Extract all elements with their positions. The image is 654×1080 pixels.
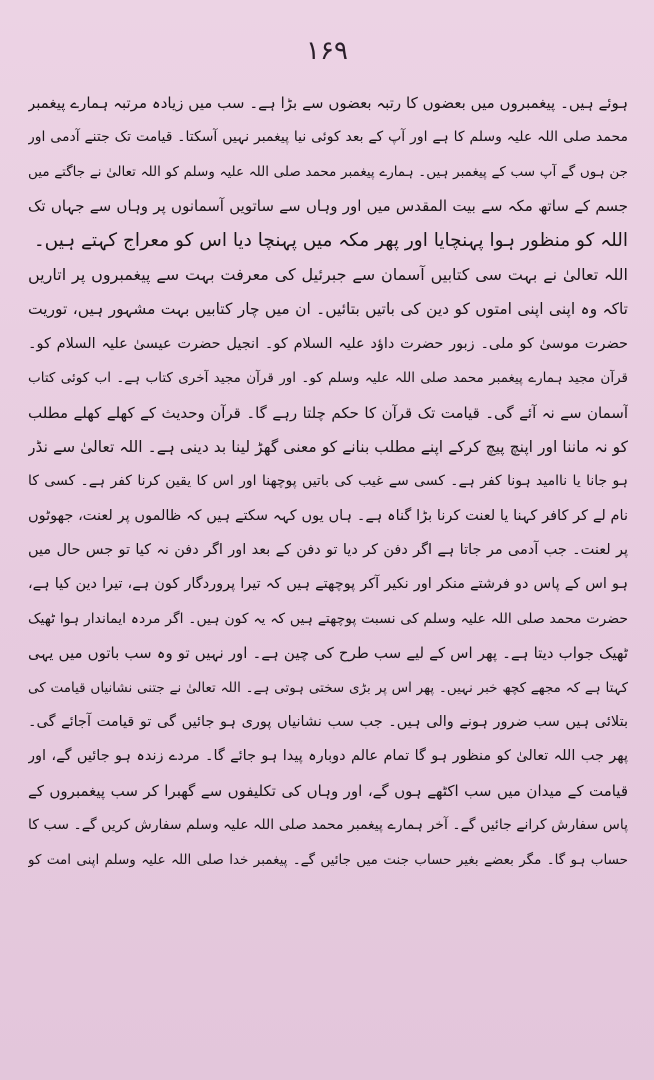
text-line: اللہ تعالیٰ نے بہت سی کتابیں آسمان سے جبرئیل کی معرفت بہت سے پیغمبروں پر اتاریں	[28, 264, 628, 284]
text-line: تاکہ وہ اپنی اپنی امتوں کو دین کی باتیں بتائیں۔ ان میں چار کتابیں بہت مشہور ہیں، توریت	[28, 300, 628, 319]
text-line: جن ہوں گے آپ سب کے پیغمبر ہیں۔ ہمارے پیغمبر محمد صلی اللہ علیہ وسلم کو اللہ تعالیٰ نے جاگتے میں	[28, 163, 628, 180]
text-line: بتلائی ہیں سب ضرور ہونے والی ہیں۔ جب سب نشانیاں پوری ہو جائیں گی تو قیامت آجائے گی۔	[28, 714, 628, 731]
text-line: حضرت موسیٰ کو ملی۔ زبور حضرت داؤد علیہ السلام کو۔ انجیل حضرت عیسیٰ علیہ السلام کو۔	[28, 335, 628, 352]
text-line: کو نہ ماننا اور اپنچ پیچ کرکے اپنے مطلب بنانے کو معنی گھڑ لینا بد دینی ہے۔ اللہ تعالیٰ سے نڈر	[28, 437, 628, 456]
text-line: نام لے کر کافر کہنا یا لعنت کرنا بڑا گناہ ہے۔ ہاں یوں کہہ سکتے ہیں کہ ظالموں پر لعنت، جھوٹوں	[28, 507, 628, 524]
text-line: ٹھیک جواب دیتا ہے۔ پھر اس کے لیے سب طرح کی چین ہے۔ اور نہیں تو وہ سب باتوں میں یہی	[28, 644, 628, 663]
text-line: حضرت محمد صلی اللہ علیہ وسلم کی نسبت پوچھتے ہیں کہ یہ کون ہیں۔ اگر مردہ ایماندار ہوا ٹھیک	[28, 610, 628, 627]
page-number: ۱۶۹	[306, 36, 348, 66]
text-line: قیامت کے میدان میں سب اکٹھے ہوں گے، اور وہاں کی تکلیفوں سے گھبرا کر سب پیغمبروں کے	[28, 781, 628, 800]
text-line: قرآن مجید ہمارے پیغمبر محمد صلی اللہ علیہ وسلم کو۔ اور قرآن مجید آخری کتاب ہے۔ اب کوئی کتاب	[28, 370, 628, 387]
text-line: ہو جانا یا ناامید ہونا کفر ہے۔ کسی سے غیب کی باتیں پوچھنا اور اس کا یقین کرنا کفر ہے۔ کسی کا	[28, 473, 628, 490]
text-line: محمد صلی اللہ علیہ وسلم کا ہے اور آپ کے بعد کوئی نیا پیغمبر نہیں آسکتا۔ قیامت تک جتنے آدمی اور	[28, 129, 628, 146]
text-line: پر لعنت۔ جب آدمی مر جاتا ہے اگر دفن کر دیا تو دفن کے بعد اور اگر دفن نہ کیا تو جس حال میں	[28, 542, 628, 559]
text-line: پاس سفارش کرانے جائیں گے۔ آخر ہمارے پیغمبر محمد صلی اللہ علیہ وسلم سفارش کریں گے۔ سب کا	[28, 817, 628, 834]
text-line: اللہ کو منظور ہوا پہنچایا اور پھر مکہ میں پہنچا دیا اس کو معراج کہتے ہیں۔	[33, 229, 628, 251]
text-line: حساب ہو گا۔ مگر بعضے بغیر حساب جنت میں جائیں گے۔ پیغمبر خدا صلی اللہ علیہ وسلم اپنی امت کو	[28, 851, 628, 868]
text-line: پھر جب اللہ تعالیٰ کو منظور ہو گا تمام عالم دوبارہ پیدا ہو جائے گا۔ مردے زندہ ہو جائیں گے، اور	[28, 748, 628, 765]
text-line: جسم کے ساتھ مکہ سے بیت المقدس میں اور وہاں سے ساتویں آسمانوں پر وہاں سے جہاں تک	[28, 197, 628, 216]
text-line: ہو اس کے پاس دو فرشتے منکر اور نکیر آکر پوچھتے ہیں کہ تیرا پروردگار کون ہے، تیرا دین کیا ہے،	[28, 576, 628, 593]
text-line: کہتا ہے کہ مجھے کچھ خبر نہیں۔ پھر اس پر بڑی سختی ہوتی ہے۔ اللہ تعالیٰ نے جتنی نشانیاں قیامت کی	[28, 679, 628, 696]
text-line: ہوئے ہیں۔ پیغمبروں میں بعضوں کا رتبہ بعضوں سے بڑا ہے۔ سب میں زیادہ مرتبہ ہمارے پیغمبر	[28, 94, 628, 112]
text-line: آسمان سے نہ آئے گی۔ قیامت تک قرآن کا حکم چلتا رہے گا۔ قرآن وحدیث کے کھلے کھلے مطلب	[28, 403, 628, 422]
page-body-text	[28, 86, 628, 877]
